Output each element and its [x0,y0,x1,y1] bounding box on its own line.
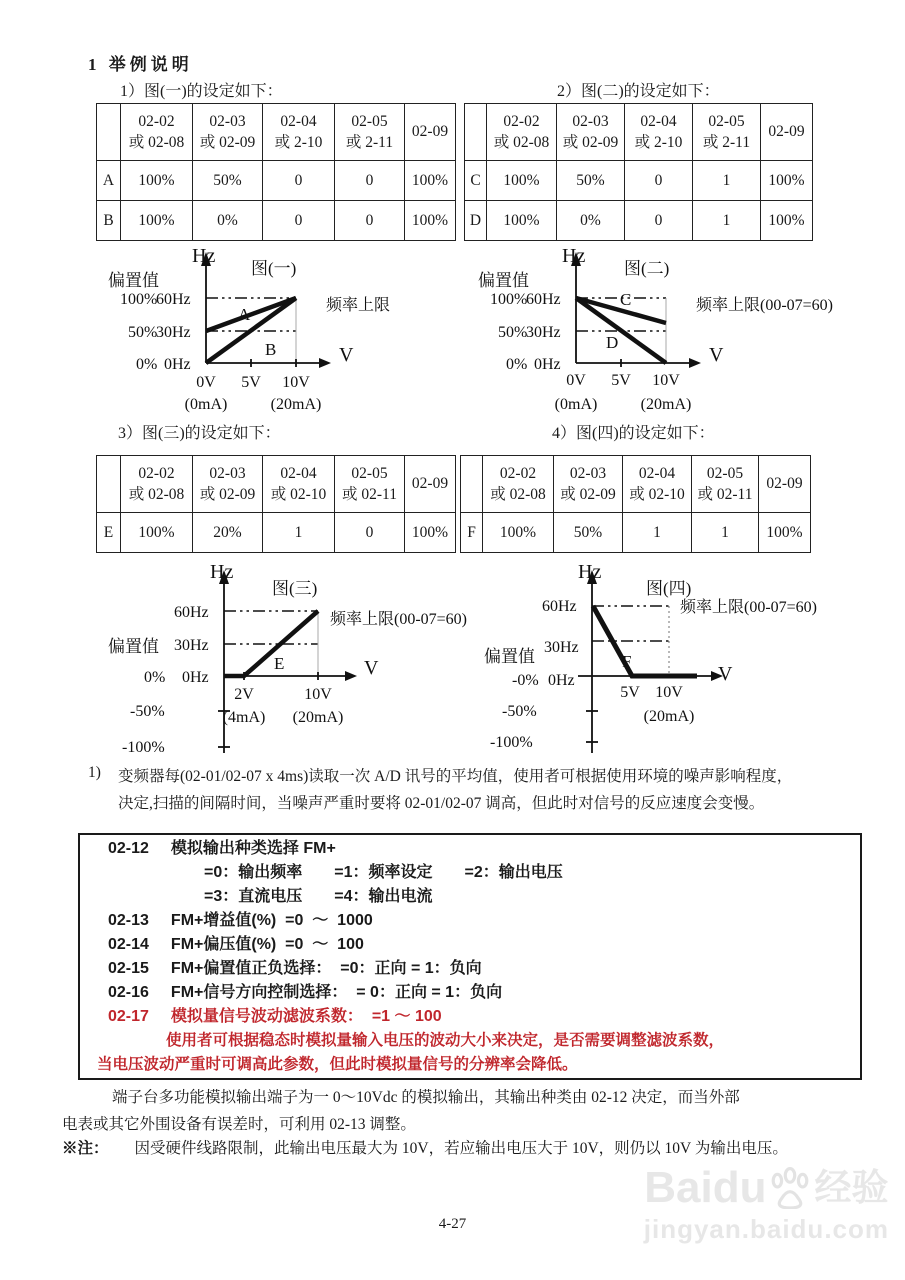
curve-label-B: B [265,340,277,359]
header-line: 02-09 [411,475,449,492]
param-options: =0：输出频率 =1：频率设定 =2：输出电压 [204,864,563,881]
curve-label-E: E [274,654,285,673]
table-cell: 0% [557,201,625,241]
y-tick: 60Hz [542,598,577,615]
ma-tick: (20mA) [643,708,695,725]
header-line: 02-04 [280,113,317,130]
table-cell: 1 [692,513,759,553]
header-line: 02-05 [706,465,744,482]
header-cell [193,456,263,513]
param-note-line2 [80,1053,860,1077]
y-unit-label: Hz [210,561,234,583]
page-number: 4-27 [438,1216,467,1232]
y-tick: 60Hz [526,291,561,308]
offset-tick: 50% [128,324,158,341]
header-cell [623,456,692,513]
param-02-13 [80,909,860,933]
freq-limit-label: 频率上限(00-07=60) [696,297,834,314]
table-row [97,513,456,553]
curve-label-A: A [238,305,251,324]
offset-tick: -50% [502,703,537,720]
table-cell: 1 [693,161,761,201]
x-tick: 5V [611,372,631,389]
corner-cell [461,456,483,513]
offset-tick: -100% [490,734,533,751]
row-label: F [461,513,483,553]
header-cell [759,456,811,513]
header-line: 02-05 [351,113,388,130]
row-label: E [97,513,121,553]
diagram-title: 图(三) [272,579,318,598]
table-cell: 100% [405,161,456,201]
freq-limit-label: 频率上限 [326,297,391,314]
header-line: 02-02 [499,465,537,482]
curve-label-D: D [606,333,619,352]
header-cell [335,104,405,161]
x-tick: 10V [655,684,683,701]
param-note-line1 [80,1029,860,1053]
note-text: 当电压波动严重时可调高此参数，但此时模拟量信号的分辨率会降低。 [97,1056,578,1073]
table-row [97,201,456,241]
ma-tick: (0mA) [184,396,228,413]
header-line: 02-04 [280,465,317,482]
table-cell: 100% [487,161,557,201]
header-line: 或 2-10 [274,134,323,151]
header-line: 或 2-10 [634,134,683,151]
table-cell: 1 [623,513,692,553]
freq-limit-label: 频率上限(00-07=60) [680,599,818,616]
curve-A [206,298,296,331]
table-cell: 100% [121,201,193,241]
header-line: 或 02-09 [560,486,616,503]
param-code: 02-16 [108,984,149,1001]
table-cell: 0 [625,201,693,241]
header-cell [263,104,335,161]
footer-line2: 电表或其它外围设备有误差时，可利用 02-13 调整。 [62,1116,416,1133]
footer-line1: 端子台多功能模拟输出端子为一 0～10Vdc 的模拟输出，其输出种类由 02-12 决定，而当外部 [112,1089,740,1106]
offset-label: 偏置值 [484,647,535,666]
x-tick: 0V [196,374,216,391]
table-cell: 100% [121,161,193,201]
param-02-14 [80,933,860,957]
x-arrow-icon [689,358,701,368]
table-cell: 50% [554,513,623,553]
table-cell: 50% [557,161,625,201]
table-cell: 0 [335,201,405,241]
table-cell: 50% [193,161,263,201]
header-line: 02-09 [411,123,449,140]
header-line: 02-03 [209,113,246,130]
diagram-fig2 [468,240,903,414]
caption-fig2: 2）图(二)的设定如下： [557,83,720,100]
offset-tick: 0% [144,669,166,686]
x-tick: 5V [620,684,640,701]
param-code: 02-17 [108,1008,149,1025]
header-cell [487,104,557,161]
table-cell: 20% [193,513,263,553]
offset-tick: -50% [130,703,165,720]
offset-tick: 100% [490,291,528,308]
table-cell: 100% [759,513,811,553]
table-cell: 100% [121,513,193,553]
param-code: 02-15 [108,960,149,977]
header-line: 02-05 [351,465,388,482]
header-line: 02-09 [768,123,805,140]
offset-tick: -100% [122,739,165,756]
header-line: 或 2-11 [345,134,394,151]
header-cell [405,104,456,161]
header-cell [557,104,625,161]
para1-line2: 决定,扫描的间隔时间，当噪声严重时要将 02-01/02-07 调高，但此时对信号的反应速度会变慢。 [118,795,765,812]
offset-label: 偏置值 [108,637,159,656]
y-tick: 0Hz [534,356,561,373]
offset-tick: 100% [120,291,158,308]
table-row [97,161,456,201]
x-unit-label: V [709,344,724,366]
settings-table-2 [464,103,813,241]
ma-tick: (4mA) [222,709,266,726]
corner-cell [465,104,487,161]
y-tick: 0Hz [548,672,575,689]
page-title: 1 举例说明 [88,55,193,74]
settings-table-3 [96,455,456,553]
row-label: C [465,161,487,201]
header-line: 02-02 [503,113,540,130]
param-02-15 [80,957,860,981]
y-tick: 0Hz [164,356,191,373]
param-text: FM+信号方向控制选择： = 0：正向 = 1：负向 [170,984,503,1001]
x-tick: 5V [241,374,261,391]
header-line: 或 02-11 [342,486,397,503]
ma-tick: (20mA) [640,396,692,413]
header-line: 或 02-11 [697,486,753,503]
header-line: 02-03 [209,465,246,482]
header-cell [761,104,813,161]
header-line: 或 02-10 [270,486,327,503]
param-02-16 [80,981,860,1005]
curve-label-C: C [620,290,632,309]
y-tick: 0Hz [182,669,209,686]
table-cell: 100% [405,201,456,241]
param-code: 02-13 [108,912,149,929]
param-02-17 [80,1005,860,1029]
header-line: 或 02-09 [199,486,256,503]
header-cell [554,456,623,513]
header-line: 或 02-08 [128,134,185,151]
diagram-fig4 [462,556,892,764]
param-text: FM+偏置值正负选择： =0：正向 = 1：负向 [170,960,482,977]
table-row [465,161,813,201]
header-line: 或 02-08 [128,486,185,503]
header-cell [121,456,193,513]
x-arrow-icon [345,671,357,681]
ma-tick: (20mA) [270,396,322,413]
header-line: 或 02-09 [199,134,256,151]
offset-tick: -0% [512,672,539,689]
param-code: 02-12 [108,840,149,857]
freq-limit-label: 频率上限(00-07=60) [330,611,468,628]
x-arrow-icon [319,358,331,368]
header-cell [263,456,335,513]
row-label: A [97,161,121,201]
para1-number: 1) [88,764,101,781]
header-cell [405,456,456,513]
offset-tick: 50% [498,324,528,341]
header-cell [483,456,554,513]
diagram-fig1 [98,240,458,414]
table-cell: 0 [625,161,693,201]
param-text: 模拟量信号波动滤波系数： =1 ～ 100 [170,1008,442,1025]
diagram-title: 图(二) [624,259,670,278]
note-text: 使用者可根据稳态时模拟量输入电压的波动大小来决定，是否需要调整滤波系数， [166,1032,725,1049]
y-tick: 60Hz [156,291,191,308]
header-cell [121,104,193,161]
x-unit-label: V [339,344,354,366]
caption-fig1: 1）图(一)的设定如下： [120,83,283,100]
x-tick: 10V [282,374,310,391]
offset-label: 偏置值 [478,271,529,290]
header-line: 02-04 [640,113,677,130]
y-tick: 30Hz [174,637,209,654]
watermark-brand-row [644,1163,889,1212]
offset-label: 偏置值 [108,271,159,290]
param-text: FM+偏压值(%) =0 ～ 100 [170,936,364,953]
table-cell: 0 [263,201,335,241]
header-line: 02-09 [766,475,803,492]
offset-tick: 0% [136,356,158,373]
table-cell: 0 [335,513,405,553]
corner-cell [97,456,121,513]
ma-tick: (0mA) [554,396,598,413]
note-label: ※注： [62,1140,109,1157]
x-tick: 10V [652,372,680,389]
x-unit-label: V [718,663,733,685]
param-text: 模拟输出种类选择 FM+ [170,840,336,857]
x-tick: 2V [234,686,254,703]
param-02-12-options-1 [80,861,860,885]
x-unit-label: V [364,657,379,679]
y-unit-label: Hz [578,561,602,583]
table-cell: 1 [693,201,761,241]
param-code: 02-14 [108,936,149,953]
y-tick: 30Hz [156,324,191,341]
paw-icon [769,1167,811,1209]
settings-table-1 [96,103,456,241]
table-row [465,201,813,241]
header-line: 02-03 [572,113,609,130]
x-tick: 10V [304,686,332,703]
header-line: 02-02 [138,113,175,130]
row-label: D [465,201,487,241]
y-tick: 60Hz [174,604,209,621]
parameter-box [78,833,862,1080]
watermark-brand-text: Baidu [644,1163,767,1212]
header-line: 或 02-08 [490,486,546,503]
header-cell [335,456,405,513]
header-line: 或 02-08 [493,134,550,151]
row-label: B [97,201,121,241]
y-tick: 30Hz [526,324,561,341]
settings-table-4 [460,455,811,553]
table-cell: 0 [263,161,335,201]
para1-line1: 变频器每(02-01/02-07 x 4ms)读取一次 A/D 讯号的平均值，使用者可根据使用环境的噪声影响程度， [118,768,793,785]
baidu-watermark [643,1163,889,1245]
header-line: 02-04 [638,465,676,482]
header-line: 或 02-10 [629,486,685,503]
table-row [461,513,811,553]
note-body: 因受硬件线路限制，此输出电压最大为 10V，若应输出电压大于 10V，则仍以 10V 为输出电压。 [134,1140,788,1157]
header-line: 02-03 [569,465,607,482]
diagram-title: 图(一) [251,259,297,278]
header-line: 或 02-09 [562,134,619,151]
curve-label-F: F [622,652,632,671]
header-cell [692,456,759,513]
header-line: 02-05 [708,113,745,130]
table-cell: 100% [483,513,554,553]
table-cell: 100% [761,201,813,241]
y-unit-label: Hz [192,245,216,267]
param-text: FM+增益值(%) =0 ～ 1000 [170,912,373,929]
param-02-12 [80,837,860,861]
table-cell: 0% [193,201,263,241]
footer-note [62,1136,788,1158]
header-line: 或 2-11 [702,134,751,151]
header-line: 02-02 [138,465,175,482]
param-02-12-options-2 [80,885,860,909]
ma-tick: (20mA) [292,709,344,726]
diagram-title: 图(四) [646,579,692,598]
caption-fig3: 3）图(三)的设定如下： [118,425,281,442]
offset-tick: 0% [506,356,528,373]
param-options: =3：直流电压 =4：输出电流 [204,888,433,905]
header-cell [193,104,263,161]
table-cell: 100% [487,201,557,241]
table-cell: 100% [761,161,813,201]
y-unit-label: Hz [562,245,586,267]
header-cell [625,104,693,161]
y-tick: 30Hz [544,639,579,656]
table-cell: 100% [405,513,456,553]
caption-fig4: 4）图(四)的设定如下： [552,425,715,442]
watermark-url: jingyan.baidu.com [643,1214,889,1244]
table-cell: 1 [263,513,335,553]
corner-cell [97,104,121,161]
watermark-brand-cn: 经验 [814,1167,889,1208]
header-cell [693,104,761,161]
x-tick: 0V [566,372,586,389]
table-cell: 0 [335,161,405,201]
